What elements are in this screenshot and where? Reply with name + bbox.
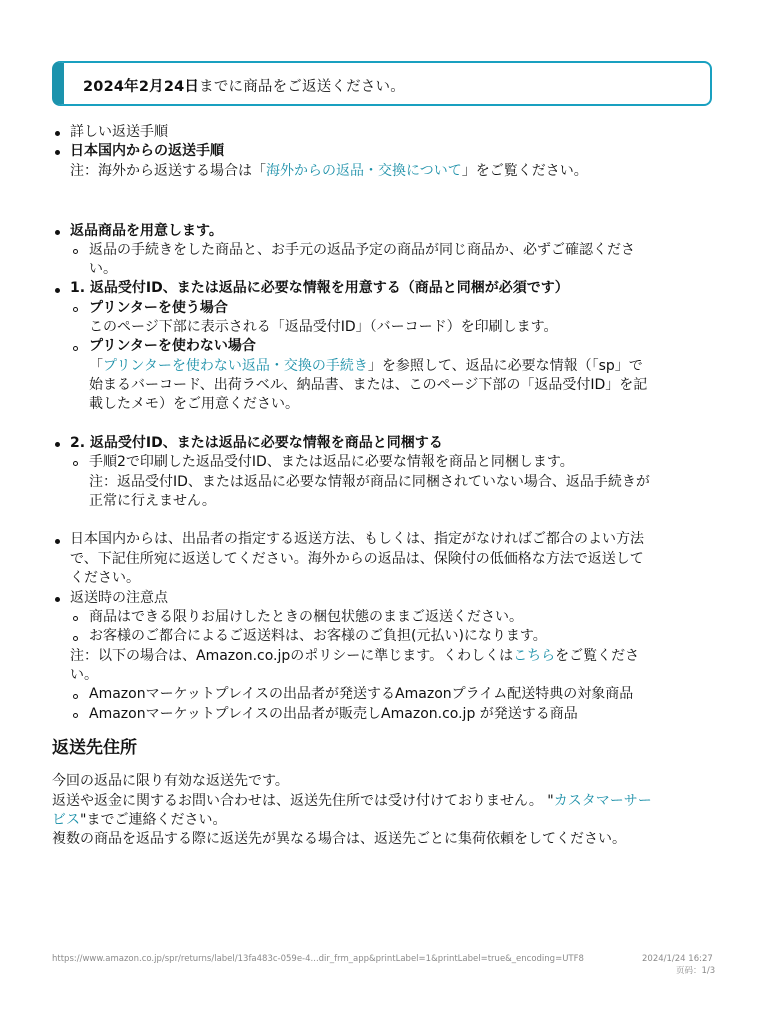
sub-bullet (73, 713, 78, 718)
noprinter-line-1 (89, 356, 643, 376)
sub-bullet (73, 346, 78, 351)
detailed-steps-item: 詳しい返送手順 (70, 124, 168, 140)
domestic-line-1: 日本国内からは、出品者の指定する返送方法、もしくは、指定がなければご都合のよい方法 (70, 531, 644, 547)
deadline-banner (52, 61, 712, 106)
overseas-note-prefix: 注：海外から返送する場合は「 (70, 163, 266, 179)
address-line-3 (52, 810, 226, 830)
overseas-note-suffix: 」をご覧ください。 (461, 163, 588, 179)
step2-line-1: 手順2で印刷した返品受付ID、または返品に必要な情報を商品と同梱します。 (89, 454, 574, 470)
caution-1: 商品はできる限りお届けしたときの梱包状態のままご返送ください。 (89, 609, 523, 625)
caution-2: お客様のご都合によるご返送料は、お客様のご負担(元払い)になります。 (89, 628, 547, 644)
sub-bullet (73, 461, 78, 466)
deadline-text (83, 75, 405, 96)
domestic-steps-title: 日本国内からの返送手順 (70, 143, 224, 159)
sub-bullet (73, 307, 78, 312)
printer-desc: このページ下部に表示される「返品受付ID」（バーコード）を印刷します。 (89, 319, 558, 335)
bullet (55, 288, 60, 293)
footer-page-number: 页码：1/3 (676, 966, 716, 976)
bullet (55, 597, 60, 602)
domestic-line-3: ください。 (70, 570, 140, 586)
prepare-line-2: い。 (89, 261, 117, 277)
overseas-returns-link[interactable]: 海外からの返品・交換について (266, 163, 462, 179)
address-line-3-suffix: "までご連絡ください。 (80, 812, 227, 828)
printer-title: プリンターを使う場合 (89, 300, 228, 316)
noprinter-line-3: 載したメモ）をご用意ください。 (89, 396, 299, 412)
policy-item-2: Amazonマーケットプレイスの出品者が販売しAmazon.co.jp が発送する商品 (89, 706, 578, 722)
deadline-date: 2024年2月24日 (83, 79, 200, 95)
noprinter-prefix: 「 (89, 358, 103, 374)
deadline-rest: までに商品をご返送ください。 (199, 79, 405, 95)
address-line-1: 今回の返品に限り有効な返送先です。 (52, 773, 289, 789)
step2-note-2: 正常に行えません。 (89, 493, 216, 509)
overseas-note (70, 161, 588, 181)
policy-note-line-2: い。 (70, 667, 98, 683)
policy-details-link[interactable]: こちら (513, 648, 556, 664)
bullet (55, 539, 60, 544)
sub-bullet (73, 636, 78, 641)
caution-title: 返送時の注意点 (70, 590, 168, 606)
bullet (55, 442, 60, 447)
customer-service-link[interactable]: カスタマーサー (553, 793, 652, 809)
sub-bullet (73, 249, 78, 254)
step1-title: 1. 返品受付ID、または返品に必要な情報を用意する（商品と同梱が必須です） (70, 280, 569, 296)
policy-note-suffix: をご覧くださ (555, 648, 640, 664)
policy-note (70, 646, 639, 666)
step2-note-1: 注：返品受付ID、または返品に必要な情報が商品に同梱されていない場合、返品手続きが (89, 474, 650, 490)
address-line-4: 複数の商品を返品する際に返送先が異なる場合は、返送先ごとに集荷依頼をしてください。 (52, 831, 626, 847)
noprinter-suffix: 」を参照して、返品に必要な情報（「sp」で (367, 358, 643, 374)
bullet (55, 230, 60, 235)
return-address-heading: 返送先住所 (52, 738, 137, 758)
policy-note-prefix: 注：以下の場合は、Amazon.co.jpのポリシーに準じます。くわしくは (70, 648, 514, 664)
sub-bullet (73, 694, 78, 699)
address-line-2-prefix: 返送や返金に関するお問い合わせは、返送先住所では受け付けておりません。 " (52, 793, 554, 809)
address-line-2 (52, 791, 652, 811)
noprinter-procedure-link[interactable]: プリンターを使わない返品・交換の手続き (103, 358, 368, 374)
prepare-title: 返品商品を用意します。 (70, 223, 223, 239)
customer-service-link-cont[interactable]: ビス (52, 812, 80, 828)
policy-item-1: Amazonマーケットプレイスの出品者が発送するAmazonプライム配送特典の対象商品 (89, 686, 634, 702)
bullet (55, 131, 60, 136)
sub-bullet (73, 616, 78, 621)
noprinter-title: プリンターを使わない場合 (89, 338, 256, 354)
step2-title: 2. 返品受付ID、または返品に必要な情報を商品と同梱する (70, 435, 443, 451)
domestic-line-2: で、下記住所宛に返送してください。海外からの返品は、保険付の低価格な方法で返送して (70, 551, 644, 567)
noprinter-line-2: 始まるバーコード、出荷ラベル、納品書、または、このページ下部の「返品受付ID」を記 (89, 377, 648, 393)
footer-datetime: 2024/1/24 16:27 (642, 954, 713, 964)
bullet (55, 150, 60, 155)
footer-url: https://www.amazon.co.jp/spr/returns/label/13fa483c-059e-4...dir_frm_app&printLabel=1&printLabel=true&_encoding=UTF8 (52, 954, 584, 964)
prepare-line-1: 返品の手続きをした商品と、お手元の返品予定の商品が同じ商品か、必ずご確認くださ (89, 242, 635, 258)
